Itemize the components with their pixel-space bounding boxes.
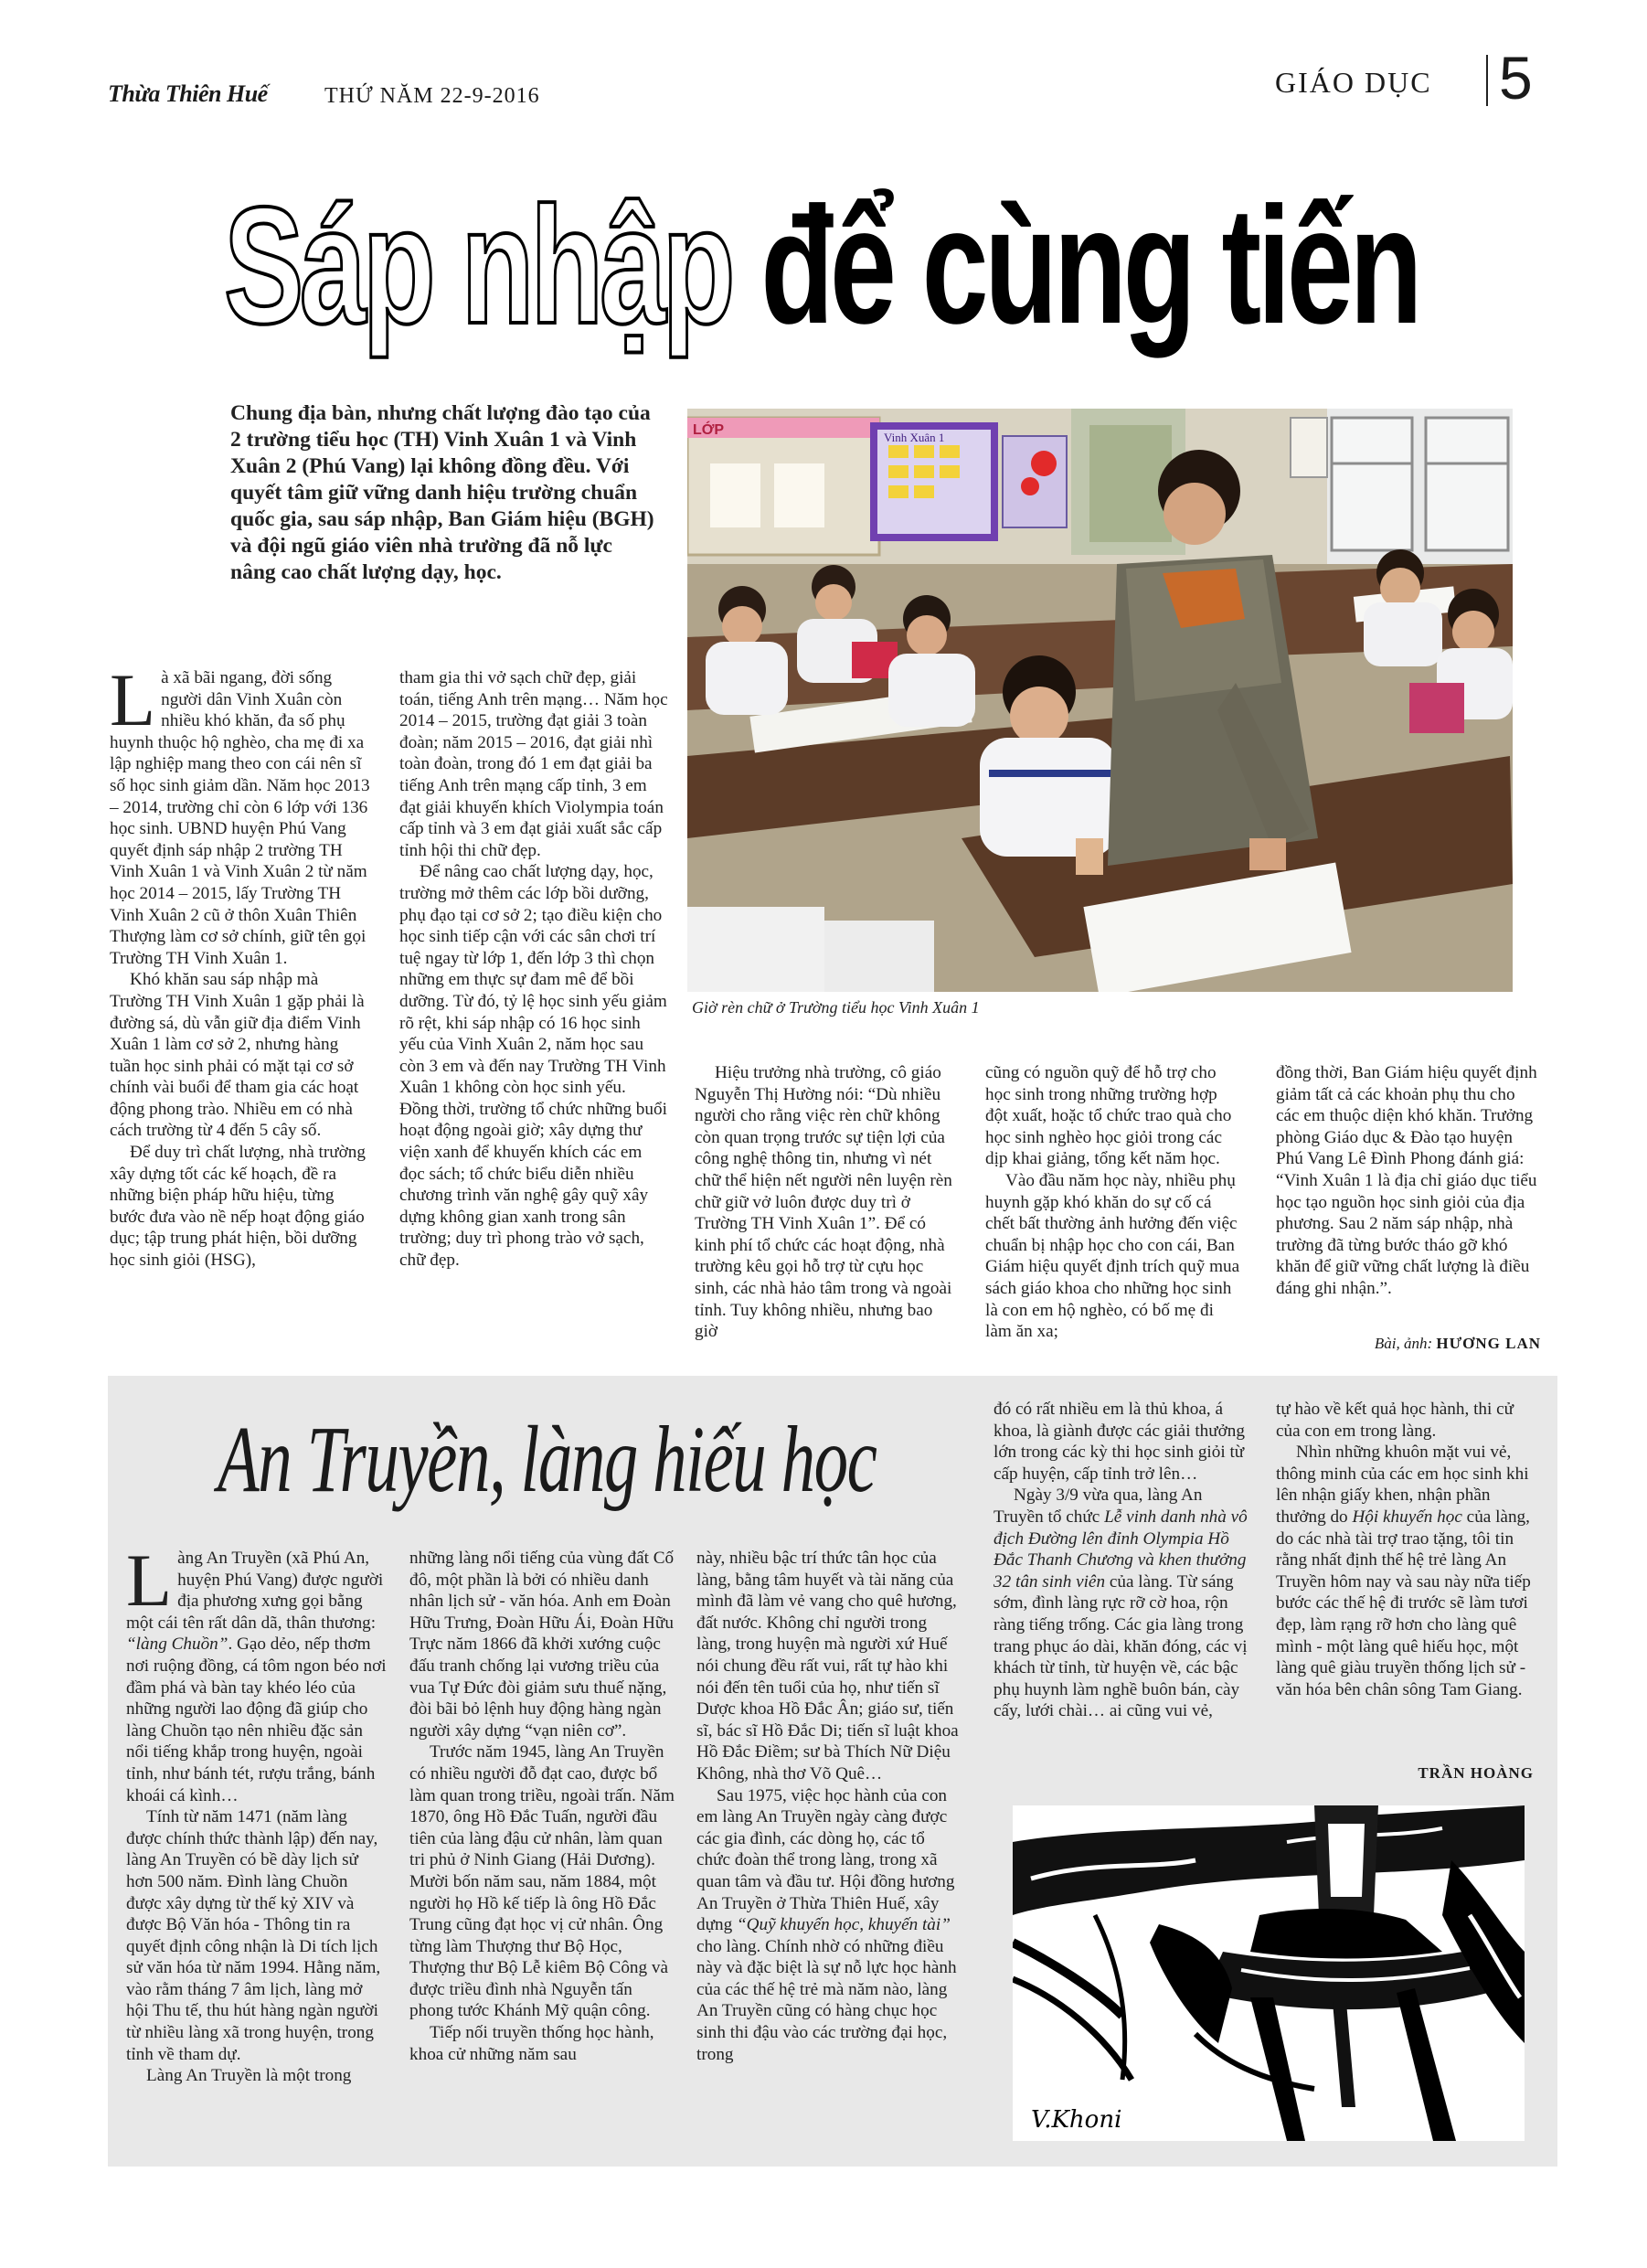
article2-column-1 (126, 1539, 387, 2087)
article2-byline (1276, 1764, 1534, 1783)
photo-board-label: LỚP (693, 422, 725, 438)
article1-column-4 (985, 1062, 1243, 1343)
article1-column-2 (399, 667, 669, 1272)
paragraph: Làng An Truyền là một trong (146, 2066, 352, 2086)
newspaper-name: Thừa Thiên Huế (108, 80, 268, 107)
byline-author: HƯƠNG LAN (1436, 1335, 1541, 1352)
classroom-photo (687, 409, 1513, 992)
dropcap: L (126, 1539, 173, 1622)
article2-column-2 (409, 1548, 675, 2065)
byline-author: TRẦN HOÀNG (1418, 1764, 1534, 1782)
paragraph: đồng thời, Ban Giám hiệu quyết định giảm tất cả các khoản phụ thu cho các em thuộc diện khó khăn. Trưởng phòng Giáo dục & Đào tạo huyện Phú Vang Lê Đình Phong đánh giá: “Vinh Xuân 1 là địa chỉ giáo dục tiểu học tạo nguồn học sinh giỏi của địa phương. Sau 2 năm sáp nhập, nhà trường đã từng bước tháo gỡ khó khăn để giữ vững chất lượng là điều đáng ghi nhận.”. (1276, 1063, 1537, 1298)
headline-solid-part: để cùng tiến (760, 172, 1419, 358)
issue-date: THỨ NĂM 22-9-2016 (324, 84, 540, 108)
paragraph: Tiếp nối truyền thống học hành, khoa cử những năm sau (409, 2023, 654, 2064)
paragraph: Trước năm 1945, làng An Truyền có nhiều người đỗ đạt cao, được bổ làm quan trong triều, ngoài trấn. Năm 1870, ông Hồ Đắc Tuấn, người đầu tiên của làng đậu cử nhân, làm quan tri phủ ở Ninh Giang (Hải Dương). Mười bốn năm sau, năm 1884, một người họ Hồ kế tiếp là ông Hồ Đắc Trung cũng đạt học vị cử nhân. Ông từng làm Thượng thư Bộ Học, Thượng thư Bộ Lễ kiêm Bộ Công và được triều đình nhà Nguyễn tấn phong tước Khánh Mỹ quận công. (409, 1742, 675, 2021)
paragraph: Tính từ năm 1471 (năm làng được chính thức thành lập) đến nay, làng An Truyền có bề dày lịch sử hơn 500 năm. Đình làng Chuồn được xây dựng từ thế kỷ XIV và được Bộ Văn hóa - Thông tin ra quyết định công nhận là Di tích lịch sử văn hóa từ năm 1994. Hằng năm, vào rằm tháng 7 âm lịch, làng mở hội Thu tế, thu hút hàng ngàn người từ nhiều làng xã trong huyện, trong tỉnh về tham dự. (126, 1807, 381, 2064)
article1-column-5 (1276, 1062, 1537, 1300)
paragraph: tự hào về kết quả học hành, thi cử của con em trong làng. (1276, 1400, 1514, 1441)
dropcap: L (110, 658, 156, 741)
paragraph: Khó khăn sau sáp nhập mà Trường TH Vinh Xuân 1 gặp phải là đường sá, dù vẫn giữ địa điểm Vinh Xuân 1 làm cơ sở 2, nhưng hàng tuần học sinh phải có mặt tại cơ sở chính vài buổi để tham gia các hoạt động phong trào. Nhiều em có nhà cách trường từ 4 đến 5 cây số. (110, 970, 365, 1141)
paragraph: tham gia thi vở sạch chữ đẹp, giải toán, tiếng Anh trên mạng… Năm học 2014 – 2015, trường đạt giải 3 toàn đoàn; năm 2015 – 2016, đạt giải nhì toàn đoàn, trong đó 1 em đạt giải ba tiếng Anh trên mạng cấp tỉnh, 3 em đạt giải khuyến khích Violympia toán cấp tỉnh và 3 em đạt giải xuất sắc cấp tỉnh hội thi chữ đẹp. (399, 668, 668, 860)
article1-column-1 (110, 658, 373, 1272)
paragraph: Nhìn những khuôn mặt vui vẻ, thông minh của các em học sinh khi lên nhận giấy khen, nhận phần thưởng do Hội khuyến học của làng, do các nhà tài trợ trao tặng, tôi tin rằng nhất định thế hệ trẻ làng An Truyền hôm nay và sau này nữa tiếp bước các thế hệ đi trước sẽ làm tươi đẹp, làm rạng rỡ hơn cho làng quê mình - một làng quê hiếu học, một làng quê giàu truyền thống lịch sử - văn hóa bên chân sông Tam Giang. (1276, 1443, 1531, 1699)
paragraph: Ngày 3/9 vừa qua, làng An Truyền tổ chức Lễ vinh danh nhà vô địch Đường lên đỉnh Olympia Hồ Đắc Thanh Chương và khen thưởng 32 tân sinh viên của làng. Từ sáng sớm, đình làng rực rỡ cờ hoa, rộn ràng tiếng trống. Các gia làng trong trang phục áo dài, khăn đóng, các vị khách từ tỉnh, từ huyện về, các bậc phụ huynh làm nghề buôn bán, cày cấy, lưới chài… ai cũng vui vẻ, (994, 1485, 1248, 1721)
paragraph: những làng nổi tiếng của vùng đất Cố đô, một phần là bởi có nhiều danh nhân lịch sử - văn hóa. Anh em Đoàn Hữu Trưng, Đoàn Hữu Ái, Đoàn Hữu Trực năm 1866 đã khởi xướng cuộc đấu tranh chống lại vương triều của vua Tự Đức đòi giảm sưu thuế nặng, đòi bãi bỏ lệnh huy động hàng ngàn người xây dựng “vạn niên cơ”. (409, 1549, 675, 1741)
italic-phrase: “Quỹ khuyến học, khuyến tài” (736, 1915, 951, 1935)
section-name: GIÁO DỤC (1275, 66, 1432, 99)
paragraph: Để duy trì chất lượng, nhà trường xây dựng tốt các kế hoạch, đề ra những biện pháp hữu hiệu, từng bước đưa vào nề nếp hoạt động giáo dục; tập trung phát hiện, bồi dưỡng học sinh giỏi (HSG), (110, 1143, 366, 1271)
article1-byline (1276, 1335, 1541, 1353)
headline-outline-part: Sáp nhập (224, 172, 732, 358)
italic-phrase: Lễ vinh danh nhà vô địch Đường lên đỉnh Olympia Hồ Đắc Thanh Chương và khen thưởng 32 tân sinh viên (994, 1507, 1248, 1592)
paragraph: àng An Truyền (xã Phú An, huyện Phú Vang) được người địa phương xưng gọi bằng một cái tên rất dân dã, thân thương: “làng Chuồn”. Gạo dẻo, nếp thơm nơi ruộng đồng, cá tôm ngon béo nơi đầm phá và bàn tay khéo léo của những người lao động đã giúp cho làng Chuồn tạo nên nhiều đặc sản nổi tiếng khắp trong huyện, ngoài tỉnh, như bánh tét, rượu trắng, bánh khoái cá kình… (126, 1549, 387, 1805)
article1-column-3 (695, 1062, 958, 1343)
paragraph: Hiệu trưởng nhà trường, cô giáo Nguyễn Thị Hường nói: “Dù nhiều người cho rằng việc rèn chữ không còn quan trọng trước sự tiện lợi của công nghệ thông tin, nhưng vì nét chữ thể hiện nết người nên luyện rèn chữ giữ vở luôn được duy trì ở Trường TH Vinh Xuân 1”. Để có kinh phí tổ chức các hoạt động, nhà trường kêu gọi hỗ trợ từ cựu học sinh, các nhà hảo tâm trong và ngoài tỉnh. Tuy không nhiều, nhưng bao giờ (695, 1063, 952, 1342)
article2-headline: An Truyền, làng hiếu học (218, 1407, 877, 1512)
paragraph: đó có rất nhiều em là thủ khoa, á khoa, là giành được các giải thưởng lớn trong các kỳ thi học sinh giỏi từ cấp huyện, cấp tỉnh trở lên… (994, 1400, 1245, 1484)
photo-caption: Giờ rèn chữ ở Trường tiểu học Vinh Xuân 1 (692, 998, 980, 1017)
italic-phrase: “làng Chuồn” (126, 1634, 228, 1655)
article1-headline (224, 155, 1419, 393)
header-divider (1486, 55, 1488, 106)
boat-sketch-illustration (1013, 1805, 1525, 2141)
italic-phrase: Hội khuyến học (1352, 1507, 1462, 1527)
article2-column-4 (994, 1399, 1251, 1722)
photo-board-title: Vinh Xuân 1 (884, 431, 945, 444)
paragraph: à xã bãi ngang, đời sống người dân Vinh Xuân còn nhiều khó khăn, đa số phụ huynh thuộc hộ nghèo, cha mẹ đi xa lập nghiệp mang theo con cái nên sĩ số học sinh giảm dần. Năm học 2013 – 2014, trường chỉ còn 6 lớp với 136 học sinh. UBND huyện Phú Vang quyết định sáp nhập 2 trường TH Vinh Xuân 1 và Vinh Xuân 2 từ năm học 2014 – 2015, lấy Trường TH Vinh Xuân 2 cũ ở thôn Xuân Thiên Thượng làm cơ sở chính, giữ tên gọi Trường TH Vinh Xuân 1. (110, 668, 370, 968)
article1-lead: Chung địa bàn, nhưng chất lượng đào tạo của 2 trường tiểu học (TH) Vinh Xuân 1 và Vinh Xuân 2 (Phú Vang) lại không đồng đều. Với quyết tâm giữ vững danh hiệu trường chuẩn quốc gia, sau sáp nhập, Ban Giám hiệu (BGH) và đội ngũ giáo viên nhà trường đã nỗ lực nâng cao chất lượng dạy, học. (230, 401, 654, 584)
paragraph: Để nâng cao chất lượng dạy, học, trường mở thêm các lớp bồi dưỡng, phụ đạo tại cơ sở 2; tạo điều kiện cho học sinh tiếp cận với các sân chơi trí tuệ ngay từ lớp 1, đến lớp 3 thì chọn những em thực sự đam mê để bồi dưỡng. Từ đó, tỷ lệ học sinh yếu giảm rõ rệt, khi sáp nhập có 16 học sinh yếu của Vinh Xuân 2, năm học sau còn 3 em và đến nay Trường TH Vinh Xuân 1 không còn học sinh yếu. Đồng thời, trường tổ chức những buổi hoạt động ngoài giờ; xây dựng thư viện xanh để khuyến khích các em đọc sách; tổ chức biểu diễn nhiều chương trình văn nghệ gây quỹ xây dựng không gian xanh trong sân trường; duy trì phong trào vở sạch, chữ đẹp. (399, 862, 667, 1271)
article2-column-5 (1276, 1399, 1538, 1700)
paragraph: Vào đầu năm học này, nhiều phụ huynh gặp khó khăn do sự cố cá chết bất thường ảnh hưởng đến việc chuẩn bị nhập học cho con cái, Ban Giám hiệu quyết định trích quỹ mua sách giáo khoa cho những học sinh là con em hộ nghèo, có bố mẹ đi làm ăn xa; (985, 1170, 1240, 1342)
paragraph: Sau 1975, việc học hành của con em làng An Truyền ngày càng được các gia đình, các dòng họ, các tổ chức đoàn thể trong làng, trong xã quan tâm và đầu tư. Hội đồng hương An Truyền ở Thừa Thiên Huế, xây dựng “Quỹ khuyến học, khuyến tài” cho làng. Chính nhờ có những điều này và đặc biệt là sự nỗ lực học hành của các thế hệ trẻ mà năm nào, làng An Truyền cũng có hàng chục học sinh thi đậu vào các trường đại học, trong (696, 1785, 957, 2064)
paragraph: cũng có nguồn quỹ để hỗ trợ cho học sinh trong những trường hợp đột xuất, hoặc tổ chức trao quà cho học sinh nghèo học giỏi trong các dịp khai giảng, tổng kết năm học. (985, 1063, 1232, 1169)
article2-column-3 (696, 1548, 962, 2065)
page-number: 5 (1499, 44, 1533, 112)
paragraph: này, nhiều bậc trí thức tân học của làng, bằng tâm huyết và tài năng của mình đã làm vẻ vang cho quê hương, đất nước. Không chỉ người trong làng, trong huyện mà người xứ Huế nói chung đều rất vui, rất tự hào khi nói đến tên tuổi của họ, như tiến sĩ Dược khoa Hồ Đắc Ân; giáo sư, tiến sĩ, bác sĩ Hồ Đắc Di; tiến sĩ luật khoa Hồ Đắc Điềm; sư bà Thích Nữ Diệu Không, nhà thơ Võ Quê… (696, 1549, 959, 1784)
byline-label: Bài, ảnh: (1374, 1335, 1433, 1352)
sketch-signature: V.Khoni (1031, 2106, 1122, 2134)
